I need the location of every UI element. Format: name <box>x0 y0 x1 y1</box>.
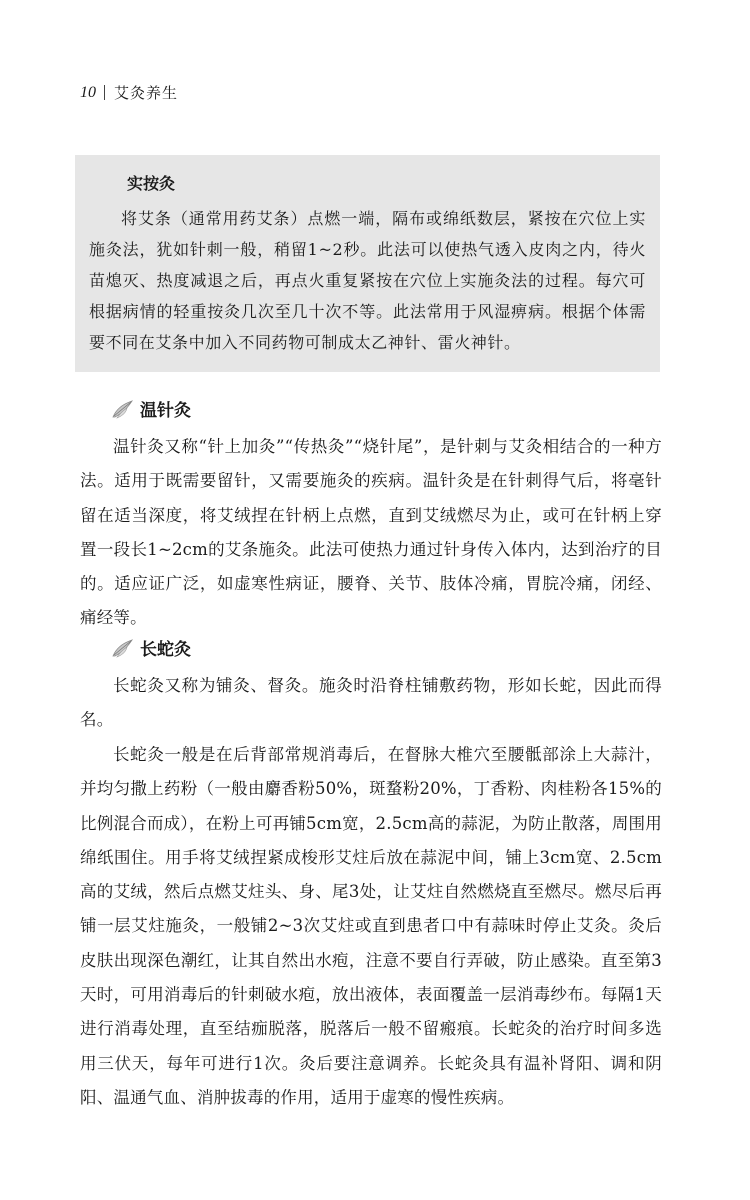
running-header <box>80 82 178 103</box>
book-title: 艾灸养生 <box>114 84 179 102</box>
callout-text: 将艾条（通常用药艾条）点燃一端，隔布或绵纸数层，紧按在穴位上实施灸法，犹如针刺一般，稍留1~2秒。此法可以使热气透入皮肉之内，待火苗熄灭、热度减退之后，再点火重复紧按在穴位上实施灸法的过程。每穴可根据病情的轻重按灸几次至几十次不等。此法常用于风湿痹病。根据个体需要不同在艾条中加入不同药物可制成太乙神针、雷火神针。 <box>89 209 646 352</box>
section-heading-changshejiu <box>110 635 191 660</box>
header-divider <box>104 85 105 100</box>
paragraph: 长蛇灸又称为铺灸、督灸。施灸时沿脊柱铺敷药物，形如长蛇，因此而得名。 <box>80 676 662 730</box>
paragraph: 温针灸又称“针上加灸”“传热灸”“烧针尾”，是针刺与艾灸相结合的一种方法。适用于既需要留针，又需要施灸的疾病。温针灸是在针刺得气后，将毫针留在适当深度，将艾绒捏在针柄上点燃，直到艾绒燃尽为止，或可在针柄上穿置一段长1~2cm的艾条施灸。此法可使热力通过针身传入体内，达到治疗的目的。适应证广泛，如虚寒性病证，腰脊、关节、肢体冷痛，胃脘冷痛，闭经、痛经等。 <box>80 437 662 628</box>
section-title: 温针灸 <box>140 401 191 421</box>
section-title: 长蛇灸 <box>140 640 191 660</box>
callout-box <box>75 155 660 372</box>
callout-title: 实按灸 <box>127 174 176 193</box>
leaf-icon <box>110 398 136 420</box>
page-number: 10 <box>80 83 96 101</box>
paragraph: 长蛇灸一般是在后背部常规消毒后，在督脉大椎穴至腰骶部涂上大蒜汁，并均匀撒上药粉（一般由麝香粉50%，斑蝥粉20%，丁香粉、肉桂粉各15%的比例混合而成），在粉上可再铺5cm宽，2.5cm高的蒜泥，为防止散落，周围用绵纸围住。用手将艾绒捏紧成梭形艾炷后放在蒜泥中间，铺上3cm宽、2.5cm高的艾绒，然后点燃艾炷头、身、尾3处，让艾炷自然燃烧直至燃尽。燃尽后再铺一层艾炷施灸，一般铺2~3次艾炷或直到患者口中有蒜味时停止艾灸。灸后皮肤出现深色潮红，让其自然出水疱，注意不要自行弄破，防止感染。直至第3天时，可用消毒后的针刺破水疱，放出液体，表面覆盖一层消毒纱布。每隔1天进行消毒处理，直至结痂脱落，脱落后一般不留瘢痕。长蛇灸的治疗时间多选用三伏天，每年可进行1次。灸后要注意调养。长蛇灸具有温补肾阳、调和阴阳、温通气血、消肿拔毒的作用，适用于虚寒的慢性疾病。 <box>80 745 662 1107</box>
leaf-icon <box>110 637 136 659</box>
section-heading-wenzhenjiu <box>110 396 191 421</box>
